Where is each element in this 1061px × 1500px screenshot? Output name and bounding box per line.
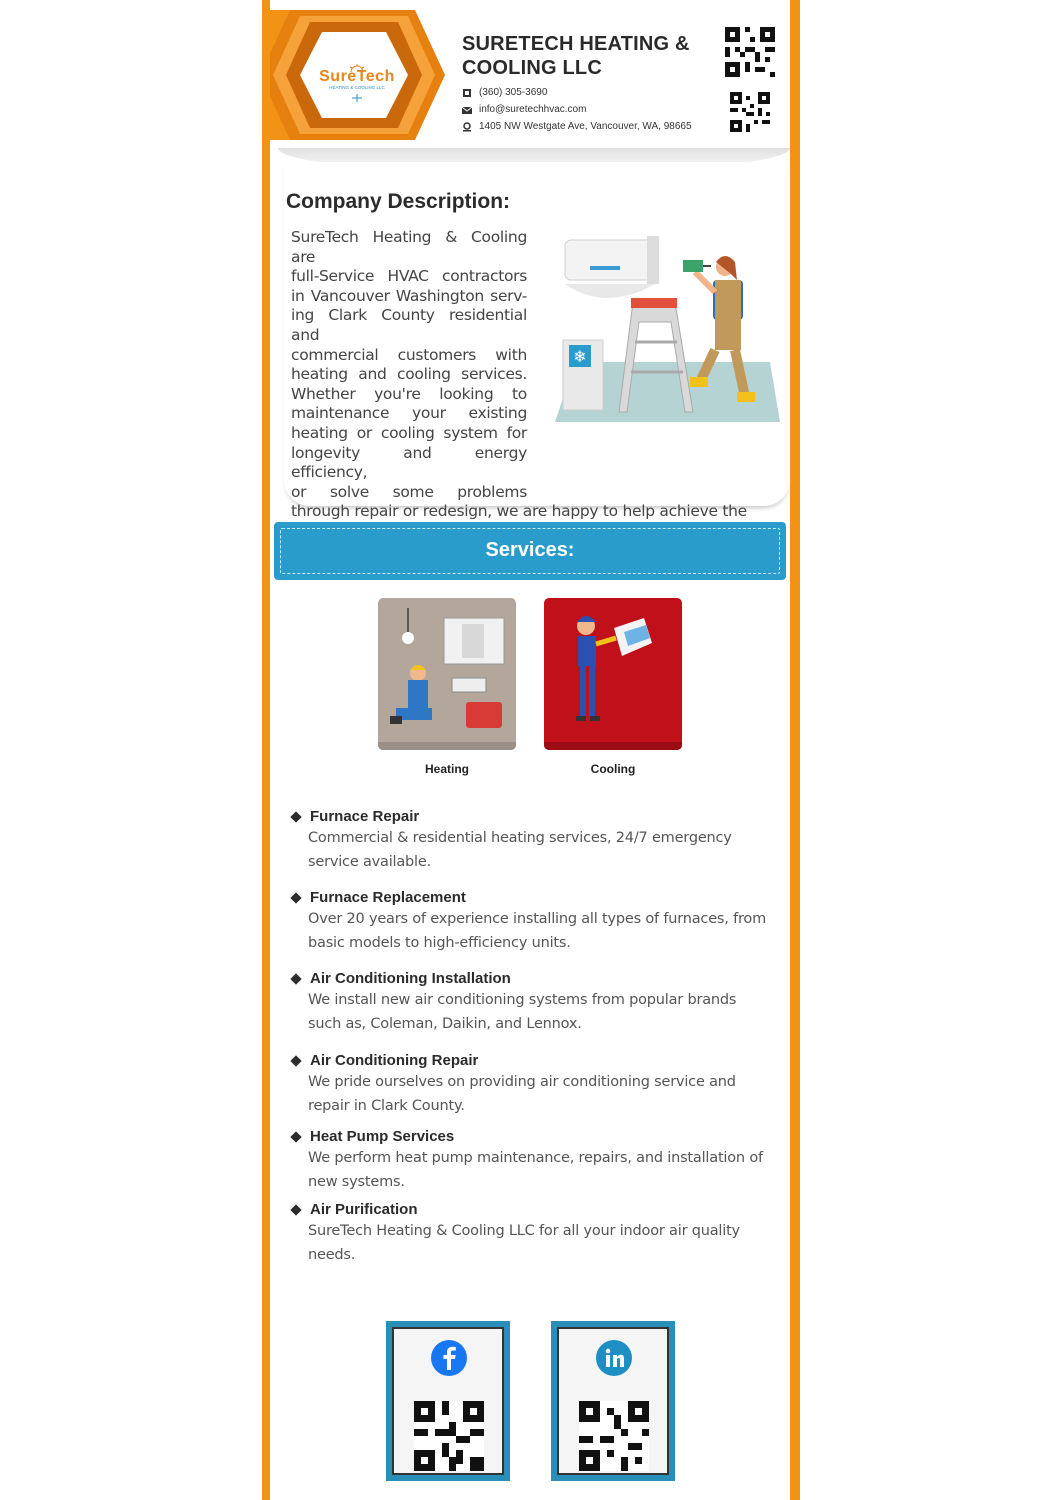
- facebook-qr-card-inner: [392, 1327, 504, 1475]
- service-item-title: [290, 808, 770, 825]
- service-item-desc-line: We pride ourselves on providing air conditioning service and: [308, 1074, 736, 1090]
- bullet-diamond-icon: [290, 811, 301, 822]
- service-card-label-cooling: Cooling: [590, 762, 636, 776]
- description-line: in Vancouver Washington serv-: [291, 286, 527, 305]
- service-item-desc-line: Over 20 years of experience installing all types of furnaces, from: [308, 911, 767, 927]
- facebook-qr-card[interactable]: [386, 1321, 510, 1481]
- description-line: full-Service HVAC contractors: [291, 267, 527, 286]
- service-item-desc-line: such as, Coleman, Daikin, and Lennox.: [308, 1016, 582, 1032]
- service-item-desc-line: needs.: [308, 1247, 356, 1263]
- service-item-desc-line: new systems.: [308, 1174, 405, 1190]
- logo-snowflake-icon: [351, 94, 363, 102]
- service-item: [290, 1128, 770, 1194]
- page-frame: [262, 0, 800, 1500]
- logo-subtext: HEATING & COOLING LLC: [329, 85, 385, 90]
- description-line: commercial customers with: [291, 345, 527, 364]
- logo-text: SureTech: [319, 68, 395, 85]
- service-item: [290, 1201, 770, 1267]
- qr-code-small[interactable]: [730, 92, 770, 132]
- description-line: heating and cooling services.: [291, 365, 527, 384]
- contact-address: [462, 121, 692, 132]
- service-item-desc: [308, 1146, 770, 1194]
- service-item-title-text: Furnace Repair: [310, 808, 420, 825]
- service-item-desc-line: Commercial & residential heating services, 24/7 emergency: [308, 830, 732, 846]
- description-line: heating or cooling system for: [291, 423, 527, 442]
- description-line: SureTech Heating & Cooling are: [291, 228, 527, 266]
- facebook-icon[interactable]: [430, 1339, 468, 1377]
- description-line: longevity and energy efficiency,: [291, 443, 527, 482]
- logo-sun-icon: [348, 64, 366, 72]
- address-text: 1405 NW Westgate Ave, Vancouver, WA, 98665: [479, 121, 692, 132]
- contact-email[interactable]: [462, 104, 586, 115]
- service-item-title: [290, 1201, 770, 1218]
- service-item-desc-line: We perform heat pump maintenance, repairs, and installation of: [308, 1150, 763, 1166]
- description-title: Company Description:: [286, 190, 511, 213]
- email-icon: [462, 105, 472, 115]
- phone-text: (360) 305-3690: [479, 87, 548, 98]
- bullet-diamond-icon: [290, 1131, 301, 1142]
- linkedin-qr-card[interactable]: [551, 1321, 675, 1481]
- header: [270, 10, 790, 140]
- service-item-desc-line: basic models to high-efficiency units.: [308, 935, 571, 951]
- service-item-desc-line: We install new air conditioning systems from popular brands: [308, 992, 737, 1008]
- service-item: [290, 970, 770, 1036]
- bullet-diamond-icon: [290, 1204, 301, 1215]
- service-item-title-text: Air Conditioning Installation: [310, 970, 511, 987]
- cooling-illustration: [544, 598, 682, 750]
- service-item: [290, 889, 770, 955]
- service-item-title-text: Air Conditioning Repair: [310, 1052, 479, 1069]
- service-card-cooling[interactable]: [544, 598, 682, 750]
- service-item-desc: [308, 907, 770, 955]
- description-line: ing Clark County residential and: [291, 306, 527, 344]
- service-item-desc: [308, 988, 770, 1036]
- services-header: [274, 522, 786, 580]
- service-item-desc-line: repair in Clark County.: [308, 1098, 465, 1114]
- service-item-title: [290, 1052, 770, 1069]
- bullet-diamond-icon: [290, 973, 301, 984]
- service-item-title: [290, 889, 770, 906]
- service-item-desc: [308, 826, 770, 874]
- service-item-title: [290, 970, 770, 987]
- linkedin-qr-code[interactable]: [579, 1401, 649, 1471]
- qr-code-top[interactable]: [725, 27, 775, 77]
- linkedin-qr-card-inner: [557, 1327, 669, 1475]
- service-item: [290, 808, 770, 874]
- service-item-desc-line: service available.: [308, 854, 432, 870]
- facebook-qr-code[interactable]: [414, 1401, 484, 1471]
- services-title: Services:: [485, 539, 575, 561]
- description-line: or solve some problems: [291, 482, 527, 501]
- description-line: maintenance your existing: [291, 404, 527, 423]
- company-name: SURETECH HEATING & COOLING LLC: [462, 33, 690, 79]
- page-content: [270, 0, 790, 1500]
- service-item-desc: [308, 1219, 770, 1267]
- service-card-heating[interactable]: [378, 598, 516, 750]
- bullet-diamond-icon: [290, 892, 301, 903]
- email-text: info@suretechhvac.com: [479, 104, 587, 115]
- service-item-desc: [308, 1070, 770, 1118]
- hvac-technician-illustration: [535, 232, 785, 428]
- linkedin-icon[interactable]: [595, 1339, 633, 1377]
- contact-phone[interactable]: [462, 87, 547, 98]
- service-item-title-text: Air Purification: [310, 1201, 418, 1218]
- location-pin-icon: [462, 122, 472, 132]
- bullet-diamond-icon: [290, 1055, 301, 1066]
- heating-illustration: [378, 598, 516, 750]
- service-item: [290, 1052, 770, 1118]
- service-item-title-text: Heat Pump Services: [310, 1128, 455, 1145]
- description-line: through repair or redesign, we are happy to help achieve the: [291, 502, 747, 521]
- description-line: Whether you're looking to: [291, 384, 527, 403]
- service-item-title: [290, 1128, 770, 1145]
- service-card-label-heating: Heating: [424, 762, 469, 776]
- phone-icon: [462, 88, 472, 98]
- service-item-desc-line: SureTech Heating & Cooling LLC for all your indoor air quality: [308, 1223, 740, 1239]
- service-item-title-text: Furnace Replacement: [310, 889, 466, 906]
- svg-text:❄: ❄: [573, 349, 587, 366]
